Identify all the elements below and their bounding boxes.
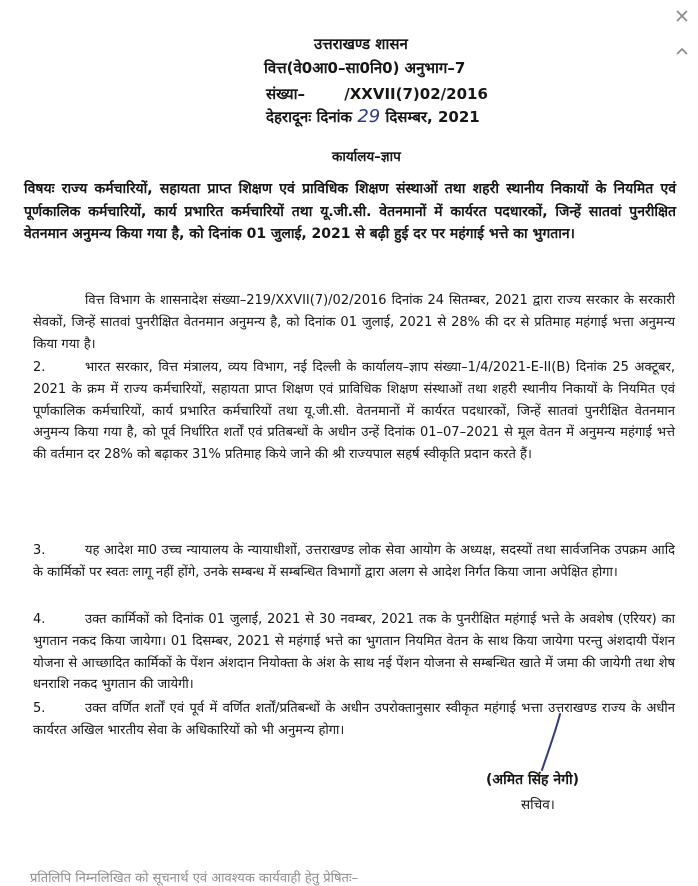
paragraph-2 xyxy=(33,357,675,466)
paragraph-text: उक्त कार्मिकों को दिनांक 01 जुलाई, 2021 से 30 नवम्बर, 2021 तक के पुनरीक्षित महंगाई भत्ते के अवशेष (एरियर) का भुगतान नकद किया जायेगा। 01 दिसम्बर, 2021 से महंगाई भत्ते का भुगतान नियमित वेतन के साथ किया जायेगा परन्तु अंशदायी पेंशन योजना से आच्छादित कार्मिकों के पेंशन अंशदान नियोक्ता के अंश के साथ नई पेंशन योजना से सम्बन्धित खाते में जमा की जायेगी तथा शेष धनराशि नकद भुगतान की जायेगी। xyxy=(33,612,675,693)
paragraph-number: 3. xyxy=(33,543,46,558)
paragraph-text: वित्त विभाग के शासनादेश संख्या–219/XXVII(7)/02/2016 दिनांक 24 सितम्बर, 2021 द्वारा राज्य सरकार के सरकारी सेवकों, जिन्हें सातवां पुनरीक्षित वेतनमान अनुमन्य है, को दिनांक 01 जुलाई, 2021 से 28% की दर से प्रतिमाह महंगाई भत्ता अनुमन्य किया गया है। xyxy=(33,293,675,352)
paragraph-5 xyxy=(33,698,675,742)
subject-label: विषयः xyxy=(24,181,55,197)
signatory-name: (अमित सिंह नेगी) xyxy=(486,772,580,788)
signatory-designation: सचिव। xyxy=(521,797,555,813)
copy-to-line: प्रतिलिपि निम्नलिखित को सूचनार्थ एवं आवश्यक कार्यवाही हेतु प्रेषितः– xyxy=(30,871,359,886)
paragraph-number: 4. xyxy=(33,612,46,627)
close-icon[interactable] xyxy=(674,8,690,28)
paragraph-number: 2. xyxy=(33,360,46,375)
number-label: संख्या– xyxy=(266,85,306,103)
paragraph-text: भारत सरकार, वित्त मंत्रालय, व्यय विभाग, नई दिल्ली के कार्यालय–ज्ञाप संख्या–1/4/2021-E-II(B) दिनांक 25 अक्टूबर, 2021 के क्रम में राज्य कर्मचारियों, सहायता प्राप्त शिक्षण एवं प्राविधिक शिक्षण संस्थाओं तथा शहरी स्थानीय निकायों के नियमित एवं पूर्णकालिक कर्मचारियों, कार्य प्रभारित कर्मचारियों तथा यू.जी.सी. वेतनमानों में कार्यरत पदधारकों, जिन्हें सातवां पुनरीक्षित वेतनमान अनुमन्य किया गया है, को पूर्व निर्धारित शर्तों एवं प्रतिबन्धों के अधीन उन्हें दिनांक 01–07–2021 से मूल वेतन में अनुमन्य महंगाई भत्ते की वर्तमान दर 28% को बढ़ाकर 31% प्रतिमाह किये जाने की श्री राज्यपाल सहर्ष स्वीकृति प्रदान करते हैं। xyxy=(33,360,675,463)
handwritten-signature xyxy=(536,712,566,774)
order-number xyxy=(266,84,488,104)
department-line: वित्त(वे0आ0–सा0नि0) अनुभाग–7 xyxy=(264,59,466,77)
office-memo-title: कार्यालय–ज्ञाप xyxy=(332,149,401,165)
paragraph-3 xyxy=(33,540,675,584)
date-rest: दिसम्बर, 2021 xyxy=(385,108,480,126)
date-label: देहरादूनः दिनांक xyxy=(266,108,353,126)
subject-block xyxy=(24,178,676,246)
paragraph-number: 5. xyxy=(33,701,46,716)
chevron-up-icon[interactable] xyxy=(674,44,690,64)
order-date xyxy=(266,107,480,127)
paragraph-text: यह आदेश मा0 उच्च न्यायालय के न्यायाधीशों, उत्तराखण्ड लोक सेवा आयोग के अध्यक्ष, सदस्यों तथा सार्वजनिक उपक्रम आदि के कार्मिकों पर स्वतः लागू नहीं होंगे, उनके सम्बन्ध में सम्बन्धित विभागों द्वारा अलग से आदेश निर्गत किया जाना अपेक्षित होगा। xyxy=(33,543,675,580)
paragraph-1 xyxy=(33,290,675,355)
handwritten-date: 29 xyxy=(357,106,381,127)
government-title: उत्तराखण्ड शासन xyxy=(314,35,408,53)
number-value: /XXVII(7)02/2016 xyxy=(344,85,488,103)
paragraph-4 xyxy=(33,609,675,696)
subject-text: राज्य कर्मचारियों, सहायता प्राप्त शिक्षण एवं प्राविधिक शिक्षण संस्थाओं तथा शहरी स्थानीय निकायों के नियमित एवं पूर्णकालिक कर्मचारियों, कार्य प्रभारित कर्मचारियों तथा यू.जी.सी. वेतनमानों में कार्यरत पदधारकों, जिन्हें सातवां पुनरीक्षित वेतनमान अनुमन्य किया गया है, को दिनांक 01 जुलाई, 2021 से बढ़ी हुई दर पर महंगाई भत्ते का भुगतान। xyxy=(24,181,677,242)
paragraph-text: उक्त वर्णित शर्तों एवं पूर्व में वर्णित शर्तों/प्रतिबन्धों के अधीन उपरोक्तानुसार स्वीकृत महंगाई भत्ता उत्तराखण्ड राज्य के अधीन कार्यरत अखिल भारतीय सेवा के अधिकारियों को भी अनुमन्य होगा। xyxy=(33,701,675,738)
